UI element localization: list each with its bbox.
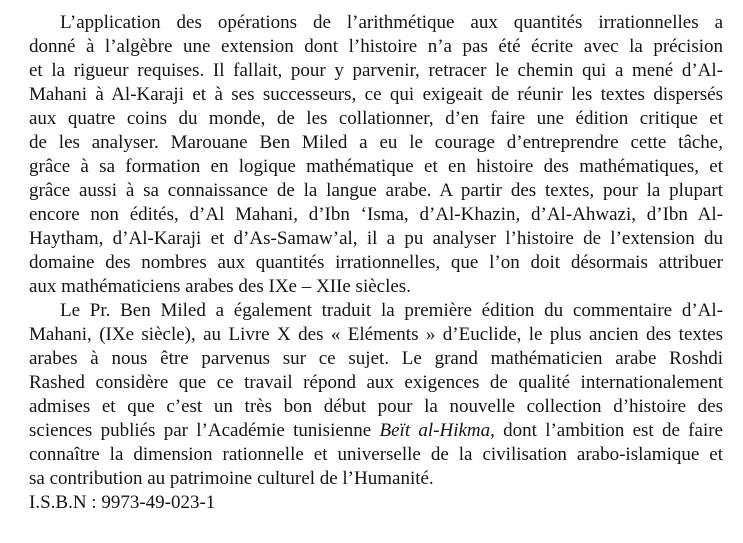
line-6-text-after: , dont l’ambition est de faire: [490, 420, 723, 441]
paragraph-2-line-2: Mahani, (IXe siècle), au Livre X des « Eléments » d’Euclide, le plus ancien des textes: [29, 324, 723, 345]
paragraph-1-line-7: grâce à sa formation en logique mathématique et en histoire des mathématiques, et: [29, 156, 723, 177]
paragraph-1-line-12: aux mathématiciens arabes des IXe – XIIe siècles.: [29, 276, 411, 297]
line-6-text-before: sciences publiés par l’Académie tunisienne: [29, 420, 380, 441]
paragraph-1-line-1: L’application des opérations de l’arithmétique aux quantités irrationnelles a: [60, 12, 723, 33]
paragraph-1-line-9: encore non édités, d’Al Mahani, d’Ibn ‘Isma, d’Al-Khazin, d’Al-Ahwazi, d’Ibn Al-: [29, 204, 723, 225]
paragraph-2-line-1: Le Pr. Ben Miled a également traduit la première édition du commentaire d’Al-: [60, 300, 723, 321]
paragraph-2-line-6: [29, 419, 723, 442]
paragraph-1-line-11: domaine des nombres aux quantités irrationnelles, que l’on doit désormais attribuer: [29, 252, 723, 273]
paragraph-1-line-2: donné à l’algèbre une extension dont l’histoire n’a pas été écrite avec la précision: [29, 36, 723, 57]
paragraph-1-line-8: grâce aussi à sa connaissance de la langue arabe. A partir des textes, pour la plupart: [29, 180, 723, 201]
paragraph-2-line-4: Rashed considère que ce travail répond aux exigences de qualité internationalement: [29, 372, 723, 393]
paragraph-1-line-5: aux quatre coins du monde, de les collationner, d’en faire une édition critique et: [29, 108, 723, 129]
paragraph-1-line-6: de les analyser. Marouane Ben Miled a eu le courage d’entreprendre cette tâche,: [29, 132, 723, 153]
paragraph-1-line-4: Mahani à Al-Karaji et à ses successeurs, ce qui exigeait de réunir les textes dispersés: [29, 84, 723, 105]
isbn-line: I.S.B.N : 9973-49-023-1: [29, 492, 216, 513]
paragraph-1-line-10: Haytham, d’Al-Karaji et d’As-Samaw’al, il a pu analyser l’histoire de l’extension du: [29, 228, 723, 249]
paragraph-2-line-8: sa contribution au patrimoine culturel de l’Humanité.: [29, 468, 434, 489]
academy-name-italic: Beït al-Hikma: [379, 420, 491, 441]
paragraph-2-line-7: connaître la dimension rationnelle et universelle de la civilisation arabo-islamique et: [29, 444, 723, 465]
paragraph-2-line-3: arabes à nous être parvenus sur ce sujet. Le grand mathématicien arabe Roshdi: [29, 348, 723, 369]
paragraph-2-line-5: admises et que c’est un très bon début pour la nouvelle collection d’histoire des: [29, 396, 723, 417]
paragraph-1-line-3: et la rigueur requises. Il fallait, pour y parvenir, retracer le chemin qui a mené d’Al-: [29, 60, 723, 81]
